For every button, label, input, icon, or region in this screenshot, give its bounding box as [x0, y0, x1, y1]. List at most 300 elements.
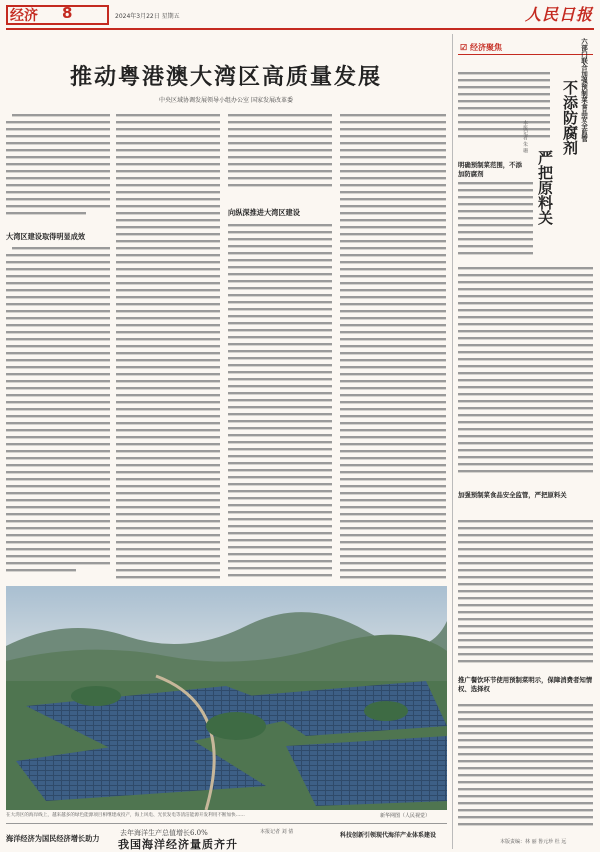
- bottom-byline: 本报记者 刘 倩: [260, 829, 294, 835]
- photo-credit: 新华网图（人民视觉）: [380, 813, 431, 819]
- text-lines-graphic: [458, 702, 593, 830]
- text-line: [340, 394, 446, 396]
- text-line: [458, 100, 550, 102]
- text-lines-graphic: [458, 180, 533, 260]
- text-line: [228, 156, 332, 158]
- text-line: [458, 358, 593, 360]
- text-line: [340, 464, 446, 466]
- text-line: [340, 443, 446, 445]
- text-line: [458, 816, 593, 818]
- text-line: [116, 394, 220, 396]
- text-line: [116, 464, 220, 466]
- text-line: [458, 323, 593, 325]
- text-line: [340, 275, 446, 277]
- text-line: [116, 485, 220, 487]
- text-line: [340, 471, 446, 473]
- sidebar-rule: [458, 54, 593, 55]
- text-line: [458, 337, 593, 339]
- text-line: [458, 632, 593, 634]
- text-line: [340, 345, 446, 347]
- text-line: [458, 393, 593, 395]
- sidebar-text-3: [458, 518, 593, 668]
- text-line: [340, 485, 446, 487]
- text-line: [340, 240, 446, 242]
- text-line: [340, 226, 446, 228]
- text-line: [458, 470, 593, 472]
- text-line: [340, 513, 446, 515]
- text-line: [116, 205, 220, 207]
- text-line: [116, 401, 220, 403]
- text-line: [458, 569, 593, 571]
- text-line: [340, 415, 446, 417]
- text-line: [458, 746, 593, 748]
- text-line: [458, 802, 593, 804]
- text-line: [340, 373, 446, 375]
- text-line: [458, 639, 593, 641]
- text-line: [340, 499, 446, 501]
- text-line: [116, 317, 220, 319]
- text-line: [228, 343, 332, 345]
- text-line: [458, 583, 593, 585]
- issue-date: 2024年3月22日 星期五: [115, 13, 180, 20]
- text-line: [228, 392, 332, 394]
- text-line: [116, 177, 220, 179]
- text-line: [228, 483, 332, 485]
- text-line: [228, 560, 332, 562]
- text-line: [228, 224, 332, 226]
- text-line: [116, 156, 220, 158]
- text-line: [340, 212, 446, 214]
- text-line: [340, 324, 446, 326]
- text-line: [228, 385, 332, 387]
- text-line: [458, 718, 593, 720]
- text-line: [228, 427, 332, 429]
- text-line: [228, 308, 332, 310]
- text-line: [340, 408, 446, 410]
- text-line: [228, 231, 332, 233]
- text-line: [458, 711, 593, 713]
- text-line: [116, 275, 220, 277]
- text-line: [458, 660, 593, 662]
- text-line: [228, 399, 332, 401]
- text-line: [116, 506, 220, 508]
- text-line: [458, 725, 593, 727]
- solar-farm-photo: [6, 586, 447, 810]
- text-line: [340, 562, 446, 564]
- text-line: [458, 534, 593, 536]
- subheading-tech-innovation: 科技创新引领现代海洋产业体系建设: [340, 832, 437, 839]
- text-line: [116, 534, 220, 536]
- text-line: [228, 273, 332, 275]
- text-line: [116, 338, 220, 340]
- text-line: [458, 295, 593, 297]
- text-line: [458, 795, 593, 797]
- text-line: [116, 555, 220, 557]
- sidebar-subheading-3: 推广餐饮环节使用预制菜明示，保障消费者知情权、选择权: [458, 676, 593, 693]
- text-line: [228, 441, 332, 443]
- section-name: 经济: [10, 8, 38, 24]
- text-line: [116, 499, 220, 501]
- text-line: [340, 450, 446, 452]
- photo-rule: [6, 823, 447, 824]
- text-line: [458, 435, 593, 437]
- text-line: [228, 371, 332, 373]
- text-line: [116, 478, 220, 480]
- text-line: [228, 462, 332, 464]
- text-lines-graphic: [458, 70, 550, 140]
- text-line: [340, 296, 446, 298]
- text-line: [340, 436, 446, 438]
- text-line: [458, 267, 593, 269]
- text-line: [116, 233, 220, 235]
- text-line: [228, 490, 332, 492]
- text-line: [116, 450, 220, 452]
- text-line: [228, 128, 332, 130]
- text-line: [116, 429, 220, 431]
- text-line: [228, 448, 332, 450]
- text-line: [116, 170, 220, 172]
- text-line: [458, 541, 593, 543]
- main-subhead: 中央区域协调发展领导小组办公室 国家发展改革委: [159, 97, 293, 104]
- text-line: [458, 414, 593, 416]
- text-line: [340, 478, 446, 480]
- text-line: [116, 492, 220, 494]
- text-line: [458, 442, 593, 444]
- text-line: [458, 365, 593, 367]
- text-line: [228, 287, 332, 289]
- text-line: [116, 380, 220, 382]
- text-line: [340, 380, 446, 382]
- text-line: [340, 331, 446, 333]
- text-line: [228, 238, 332, 240]
- text-line: [458, 760, 593, 762]
- text-line: [228, 252, 332, 254]
- text-line: [340, 338, 446, 340]
- text-line: [340, 457, 446, 459]
- text-line: [458, 520, 593, 522]
- text-line: [340, 142, 446, 144]
- text-line: [340, 191, 446, 193]
- text-line: [116, 331, 220, 333]
- text-line: [340, 366, 446, 368]
- text-line: [340, 317, 446, 319]
- text-line: [116, 562, 220, 564]
- text-line: [116, 408, 220, 410]
- text-line: [228, 170, 332, 172]
- text-line: [340, 303, 446, 305]
- text-line: [458, 562, 593, 564]
- text-line: [458, 823, 593, 825]
- text-line: [458, 767, 593, 769]
- text-line: [116, 261, 220, 263]
- text-line: [116, 296, 220, 298]
- text-line: [458, 732, 593, 734]
- text-line: [340, 359, 446, 361]
- text-line: [458, 79, 550, 81]
- text-line: [116, 436, 220, 438]
- text-line: [116, 359, 220, 361]
- text-line: [228, 406, 332, 408]
- sidebar-vertical-headline-1: 不添防腐剂: [561, 80, 579, 155]
- text-line: [116, 268, 220, 270]
- text-line: [116, 576, 220, 578]
- text-line: [340, 310, 446, 312]
- text-line: [340, 198, 446, 200]
- text-line: [228, 114, 332, 116]
- text-line: [340, 128, 446, 130]
- text-line: [340, 352, 446, 354]
- subheading-ocean-economy: 海洋经济为国民经济增长助力: [6, 834, 100, 843]
- text-line: [458, 245, 533, 247]
- text-line: [228, 497, 332, 499]
- text-line: [228, 301, 332, 303]
- sidebar-divider: [452, 34, 453, 849]
- text-line: [116, 289, 220, 291]
- text-line: [458, 121, 550, 123]
- text-line: [340, 569, 446, 571]
- text-line: [116, 422, 220, 424]
- text-line: [116, 184, 220, 186]
- text-line: [458, 753, 593, 755]
- text-line: [458, 114, 550, 116]
- text-line: [116, 345, 220, 347]
- text-line: [458, 400, 593, 402]
- photo-caption: 在大湾区的海岸线上，越来越多的绿色能源项目相继建成投产，海上风电、光伏发电等清洁能源开发利用不断加快……: [6, 813, 245, 818]
- bottom-kicker: 去年海洋生产总值增长6.0%: [120, 829, 208, 837]
- text-line: [116, 219, 220, 221]
- text-line: [116, 303, 220, 305]
- text-line: [458, 421, 593, 423]
- subheading-bay-area-results: 大湾区建设取得明显成效: [6, 232, 86, 241]
- text-line: [228, 329, 332, 331]
- text-line: [228, 525, 332, 527]
- text-line: [458, 576, 593, 578]
- text-line: [228, 322, 332, 324]
- text-line: [458, 196, 533, 198]
- text-line: [340, 401, 446, 403]
- text-line: [458, 611, 593, 613]
- text-line: [458, 618, 593, 620]
- text-line: [228, 518, 332, 520]
- text-line: [458, 739, 593, 741]
- text-line: [228, 294, 332, 296]
- text-line: [228, 511, 332, 513]
- text-line: [228, 574, 332, 576]
- text-line: [116, 135, 220, 137]
- text-lines-graphic: [228, 222, 332, 582]
- text-line: [458, 407, 593, 409]
- sidebar-section-label: ☑ 经济聚焦: [460, 42, 502, 52]
- text-line: [458, 316, 593, 318]
- text-line: [228, 455, 332, 457]
- text-line: [458, 597, 593, 599]
- text-line: [458, 548, 593, 550]
- text-line: [116, 142, 220, 144]
- text-line: [116, 548, 220, 550]
- text-line: [458, 428, 593, 430]
- text-line: [228, 476, 332, 478]
- text-line: [458, 344, 593, 346]
- text-line: [228, 532, 332, 534]
- text-line: [340, 149, 446, 151]
- text-line: [228, 266, 332, 268]
- text-line: [116, 282, 220, 284]
- text-line: [116, 520, 220, 522]
- text-line: [458, 189, 533, 191]
- text-line: [340, 506, 446, 508]
- text-line: [458, 781, 593, 783]
- text-line: [116, 415, 220, 417]
- text-line: [116, 163, 220, 165]
- main-headline: 推动粤港澳大湾区高质量发展: [69, 64, 382, 90]
- sidebar-subheading-1: 明确预制菜范围，不添加防腐剂: [458, 161, 522, 178]
- text-line: [116, 149, 220, 151]
- text-line: [458, 653, 593, 655]
- text-line: [340, 527, 446, 529]
- text-line: [458, 302, 593, 304]
- text-line: [340, 135, 446, 137]
- text-line: [340, 177, 446, 179]
- text-line: [116, 121, 220, 123]
- text-line: [458, 463, 593, 465]
- text-lines-graphic: [458, 265, 593, 480]
- text-lines-graphic: [340, 112, 446, 582]
- text-line: [228, 135, 332, 137]
- text-line: [458, 217, 533, 219]
- text-line: [458, 704, 593, 706]
- sidebar-byline: 本报记者 朱 珊: [522, 120, 528, 154]
- text-line: [458, 456, 593, 458]
- text-line: [458, 238, 533, 240]
- text-line: [340, 163, 446, 165]
- text-line: [458, 788, 593, 790]
- text-line: [340, 170, 446, 172]
- text-line: [458, 72, 550, 74]
- text-line: [458, 210, 533, 212]
- text-line: [228, 163, 332, 165]
- text-line: [458, 604, 593, 606]
- text-line: [116, 541, 220, 543]
- text-line: [340, 422, 446, 424]
- text-line: [340, 205, 446, 207]
- text-line: [458, 809, 593, 811]
- body-column-4: [340, 112, 446, 582]
- body-column-1b: [6, 245, 110, 580]
- text-line: [116, 569, 220, 571]
- text-line: [340, 184, 446, 186]
- text-line: [228, 336, 332, 338]
- text-line: [340, 289, 446, 291]
- text-line: [458, 281, 593, 283]
- text-line: [116, 373, 220, 375]
- text-line: [340, 247, 446, 249]
- text-line: [228, 553, 332, 555]
- text-line: [340, 387, 446, 389]
- text-line: [228, 434, 332, 436]
- text-line: [340, 555, 446, 557]
- text-line: [116, 254, 220, 256]
- text-lines-graphic: [458, 518, 593, 668]
- text-line: [340, 548, 446, 550]
- text-line: [228, 259, 332, 261]
- text-line: [340, 219, 446, 221]
- text-line: [458, 274, 593, 276]
- text-line: [116, 471, 220, 473]
- header-rule: [6, 28, 594, 30]
- text-line: [228, 413, 332, 415]
- text-line: [228, 280, 332, 282]
- text-line: [458, 135, 550, 137]
- text-line: [340, 254, 446, 256]
- text-line: [116, 128, 220, 130]
- solar-farm-image: [6, 586, 447, 810]
- text-line: [228, 364, 332, 366]
- text-line: [458, 330, 593, 332]
- text-line: [458, 128, 550, 130]
- text-line: [116, 198, 220, 200]
- text-line: [340, 156, 446, 158]
- text-line: [340, 429, 446, 431]
- text-line: [340, 114, 446, 116]
- text-line: [228, 469, 332, 471]
- text-line: [116, 513, 220, 515]
- text-line: [116, 240, 220, 242]
- page-header: [0, 0, 600, 30]
- body-column-1: [6, 112, 110, 222]
- sidebar-subheading-2: 加强预制菜食品安全监管，严把原料关: [458, 491, 567, 499]
- text-line: [116, 324, 220, 326]
- subheading-deepen-bay-area: 向纵深推进大湾区建设: [228, 208, 300, 217]
- text-line: [228, 378, 332, 380]
- text-line: [458, 182, 533, 184]
- text-line: [116, 191, 220, 193]
- text-line: [228, 121, 332, 123]
- text-line: [228, 315, 332, 317]
- bottom-headline: 我国海洋经济量质齐升: [118, 838, 238, 851]
- text-lines-graphic: [6, 245, 110, 580]
- text-line: [458, 379, 593, 381]
- text-line: [458, 309, 593, 311]
- sidebar-text-1: [458, 180, 533, 260]
- text-line: [116, 212, 220, 214]
- text-line: [116, 247, 220, 249]
- text-line: [340, 268, 446, 270]
- text-line: [458, 252, 533, 254]
- text-line: [458, 555, 593, 557]
- text-line: [228, 357, 332, 359]
- text-lines-graphic: [228, 112, 332, 192]
- masthead-logo: 人民日报: [525, 5, 594, 24]
- text-line: [340, 121, 446, 123]
- text-line: [228, 504, 332, 506]
- text-line: [228, 149, 332, 151]
- text-line: [458, 646, 593, 648]
- text-line: [116, 443, 220, 445]
- sidebar-vertical-kicker: 六部门联合加强预制菜食品安全监管: [580, 38, 588, 142]
- text-line: [458, 86, 550, 88]
- text-line: [458, 351, 593, 353]
- text-line: [340, 541, 446, 543]
- section-number: 8: [62, 4, 73, 22]
- sidebar-vertical-headline-2: 严把原料关: [536, 150, 554, 225]
- text-line: [340, 261, 446, 263]
- sidebar-text-2: [458, 265, 593, 480]
- text-line: [228, 420, 332, 422]
- text-line: [116, 387, 220, 389]
- text-line: [228, 184, 332, 186]
- text-line: [228, 546, 332, 548]
- sidebar-lead-text: [458, 70, 550, 140]
